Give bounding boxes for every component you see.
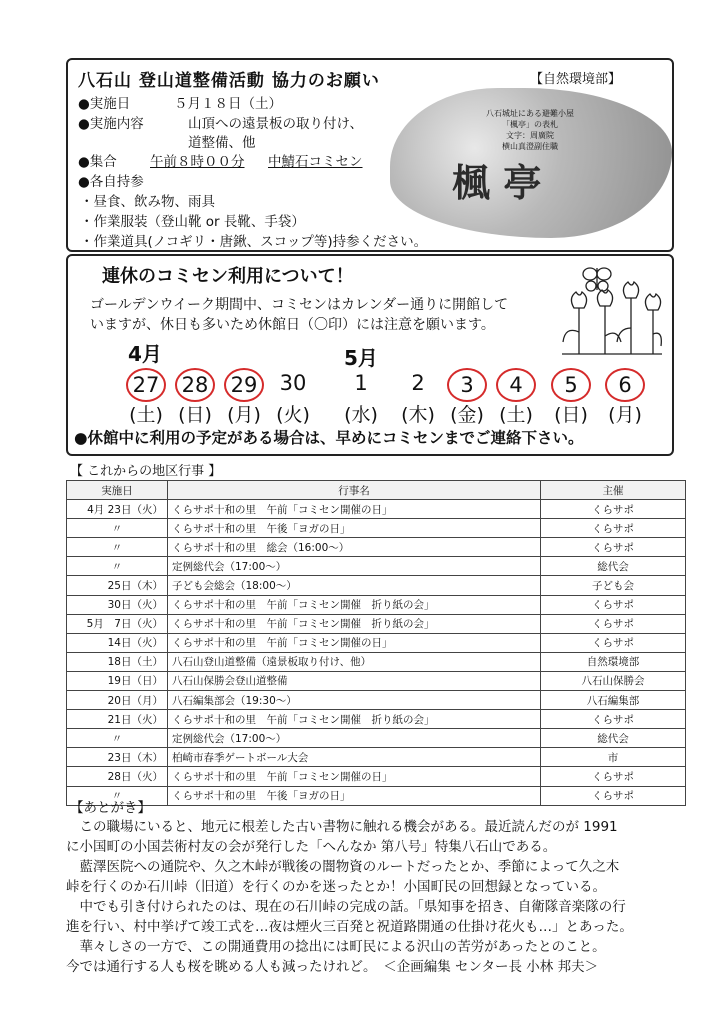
photo-caption <box>486 108 574 152</box>
table-row <box>67 633 686 652</box>
day-number-text: 3 <box>447 368 487 402</box>
cell-date: 〃 <box>67 786 168 805</box>
day-number-text: 5 <box>551 368 591 402</box>
meet-label: ●集合 <box>78 154 117 170</box>
cell-organizer: くらサポ <box>541 595 686 614</box>
calendar-day-number <box>271 368 315 398</box>
bring-label: ●各自持参 <box>78 174 144 190</box>
afterword-line: 峠を行くのか石川峠（旧道）を行くのかを迷ったとか！小国町民の回想録となっている。 <box>66 879 606 895</box>
photo-caption-line: 八石城址にある避難小屋 <box>486 109 574 118</box>
cell-event: くらサポ十和の里 午前「コミセン開催の日」 <box>168 500 541 519</box>
table-row <box>67 538 686 557</box>
table-row <box>67 500 686 519</box>
col-date: 実施日 <box>67 481 168 500</box>
cell-event: 八石山保勝会登山道整備 <box>168 671 541 690</box>
table-row <box>67 652 686 671</box>
day-number-text: 28 <box>175 368 215 402</box>
calendar-day-number <box>396 368 440 398</box>
cell-event: 八石山登山道整備（遠景板取り付け、他） <box>168 652 541 671</box>
table-row <box>67 519 686 538</box>
calendar-day-number <box>222 368 266 402</box>
cell-event: 子ども会総会（18:00〜） <box>168 576 541 595</box>
cell-organizer: くらサポ <box>541 767 686 786</box>
table-row <box>67 576 686 595</box>
date-value: ５月１８日（土） <box>174 96 282 112</box>
cell-organizer: 総代会 <box>541 729 686 748</box>
cell-organizer: くらサポ <box>541 633 686 652</box>
cell-organizer: くらサポ <box>541 710 686 729</box>
afterword-line: 進を行い、村中挙げて竣工式を…夜は煙火三百発と祝道路開通の仕掛け花火も…」とあった。 <box>66 919 633 935</box>
afterword-body <box>66 817 696 977</box>
calendar-day-of-week: (土) <box>129 404 163 426</box>
cell-event: くらサポ十和の里 午前「コミセン開催 折り紙の会」 <box>168 710 541 729</box>
cell-date: 5月 7日（火） <box>67 614 168 633</box>
holiday-desc-2: いますが、休日も多いため休館日（〇印）には注意を願います。 <box>90 317 495 333</box>
tulip-illustration <box>556 262 666 362</box>
calendar-day-number <box>603 368 647 402</box>
meet-place: 中鯖石コミセン <box>268 154 363 170</box>
events-heading: 【 これからの地区行事 】 <box>70 464 222 479</box>
calendar-day-number <box>173 368 217 402</box>
cell-date: 14日（火） <box>67 633 168 652</box>
cell-date: 18日（土） <box>67 652 168 671</box>
cell-date: 23日（木） <box>67 748 168 767</box>
table-row <box>67 614 686 633</box>
calendar-day-of-week: (木) <box>401 404 435 426</box>
cell-organizer: 八石山保勝会 <box>541 671 686 690</box>
cell-organizer: 子ども会 <box>541 576 686 595</box>
cell-date: 4月 23日（火） <box>67 500 168 519</box>
day-number-text: 6 <box>605 368 645 402</box>
calendar-day-number <box>445 368 489 402</box>
day-number-text: 4 <box>496 368 536 402</box>
calendar-day-of-week: (月) <box>227 404 261 426</box>
content-value-2: 道整備、他 <box>188 135 256 151</box>
content-label: ●実施内容 <box>78 116 144 132</box>
photo-caption-line: 横山真澄副住職 <box>502 142 558 151</box>
meet-time: 午前８時００分 <box>150 154 245 170</box>
calendar-day-number <box>124 368 168 402</box>
afterword-line: この職場にいると、地元に根差した古い書物に触れる機会がある。最近読んだのが 1991 <box>66 819 618 835</box>
calendar-day-of-week: (日) <box>554 404 588 426</box>
calendar-day-of-week: (日) <box>178 404 212 426</box>
day-number-text: 29 <box>224 368 264 402</box>
photo-caption-line: 「楓亭」の表札 <box>502 120 558 129</box>
col-organizer: 主催 <box>541 481 686 500</box>
signboard-photo-text: 楓 亭 <box>452 160 542 205</box>
hiking-notice-title: 八石山 登山道整備活動 協力のお願い <box>78 71 380 91</box>
cell-date: 30日（火） <box>67 595 168 614</box>
day-number-text: 27 <box>126 368 166 402</box>
table-row <box>67 595 686 614</box>
calendar-day-of-week: (火) <box>276 404 310 426</box>
table-row <box>67 691 686 710</box>
table-row <box>67 786 686 805</box>
cell-event: 定例総代会（17:00〜） <box>168 729 541 748</box>
month-may: 5月 <box>344 346 378 370</box>
dept-label: 【自然環境部】 <box>530 72 622 87</box>
cell-organizer: 八石編集部 <box>541 691 686 710</box>
table-row <box>67 710 686 729</box>
cell-organizer: くらサポ <box>541 500 686 519</box>
bring-item: ・作業道具(ノコギリ・唐鍬、スコップ等)持参ください。 <box>80 234 428 250</box>
cell-date: 〃 <box>67 538 168 557</box>
month-april: 4月 <box>128 342 162 366</box>
cell-date: 21日（火） <box>67 710 168 729</box>
cell-organizer: くらサポ <box>541 614 686 633</box>
bring-item: ・昼食、飲み物、雨具 <box>80 194 215 210</box>
afterword-line: 今では通行する人も桜を眺める人も減ったけれど。 ＜企画編集 センター長 小林 邦夫＞ <box>66 959 599 975</box>
table-row <box>67 557 686 576</box>
cell-event: くらサポ十和の里 午後「ヨガの日」 <box>168 786 541 805</box>
cell-organizer: くらサポ <box>541 538 686 557</box>
cell-event: くらサポ十和の里 午前「コミセン開催の日」 <box>168 767 541 786</box>
events-header-row <box>67 481 686 500</box>
calendar-day-of-week: (月) <box>608 404 642 426</box>
cell-event: くらサポ十和の里 午前「コミセン開催の日」 <box>168 633 541 652</box>
date-label: ●実施日 <box>78 96 131 112</box>
afterword-heading: 【あとがき】 <box>70 800 151 816</box>
day-number-text: 1 <box>354 371 368 395</box>
content-value-1: 山頂への遠景板の取り付け、 <box>188 116 363 132</box>
cell-date: 25日（木） <box>67 576 168 595</box>
afterword-line: 藍澤医院への通院や、久之木峠が戦後の闇物資のルートだったとか、季節によって久之木 <box>66 859 620 875</box>
cell-organizer: 自然環境部 <box>541 652 686 671</box>
cell-date: 〃 <box>67 557 168 576</box>
calendar-day-of-week: (水) <box>344 404 378 426</box>
holiday-desc-1: ゴールデンウイーク期間中、コミセンはカレンダー通りに開館して <box>90 297 509 313</box>
calendar-day-number <box>549 368 593 402</box>
table-row <box>67 729 686 748</box>
holiday-notice-title: 連休のコミセン利用について！ <box>102 266 354 287</box>
cell-event: 定例総代会（17:00〜） <box>168 557 541 576</box>
day-number-text: 2 <box>411 371 425 395</box>
holiday-note: ●休館中に利用の予定がある場合は、早めにコミセンまでご連絡下さい。 <box>74 429 584 447</box>
afterword-line: に小国町の小国芸術村友の会が発行した「へんなか 第八号」特集八石山である。 <box>66 839 557 855</box>
cell-organizer: くらサポ <box>541 519 686 538</box>
bring-item: ・作業服装（登山靴 or 長靴、手袋） <box>80 214 305 230</box>
cell-organizer: 総代会 <box>541 557 686 576</box>
photo-caption-line: 文字：周廣院 <box>506 131 554 140</box>
table-row <box>67 671 686 690</box>
cell-event: くらサポ十和の里 午前「コミセン開催 折り紙の会」 <box>168 614 541 633</box>
afterword-line: 中でも引き付けられたのは、現在の石川峠の完成の話。「県知事を招き、自衛隊音楽隊の行 <box>66 899 626 915</box>
cell-event: くらサポ十和の里 午後「ヨガの日」 <box>168 519 541 538</box>
afterword-line: 華々しさの一方で、この開通費用の捻出には町民による沢山の苦労があったとのこと。 <box>66 939 606 955</box>
cell-date: 〃 <box>67 729 168 748</box>
cell-event: 八石編集部会（19:30〜） <box>168 691 541 710</box>
cell-date: 20日（月） <box>67 691 168 710</box>
calendar-day-number <box>494 368 538 402</box>
cell-date: 19日（日） <box>67 671 168 690</box>
cell-event: くらサポ十和の里 総会（16:00〜） <box>168 538 541 557</box>
calendar-day-of-week: (土) <box>499 404 533 426</box>
cell-organizer: くらサポ <box>541 786 686 805</box>
col-event: 行事名 <box>168 481 541 500</box>
day-number-text: 30 <box>279 371 307 395</box>
cell-event: くらサポ十和の里 午前「コミセン開催 折り紙の会」 <box>168 595 541 614</box>
calendar-day-number <box>339 368 383 398</box>
events-table <box>66 480 686 806</box>
table-row <box>67 748 686 767</box>
cell-organizer: 市 <box>541 748 686 767</box>
cell-event: 柏崎市春季ゲートボール大会 <box>168 748 541 767</box>
table-row <box>67 767 686 786</box>
calendar-day-of-week: (金) <box>450 404 484 426</box>
cell-date: 28日（火） <box>67 767 168 786</box>
cell-date: 〃 <box>67 519 168 538</box>
